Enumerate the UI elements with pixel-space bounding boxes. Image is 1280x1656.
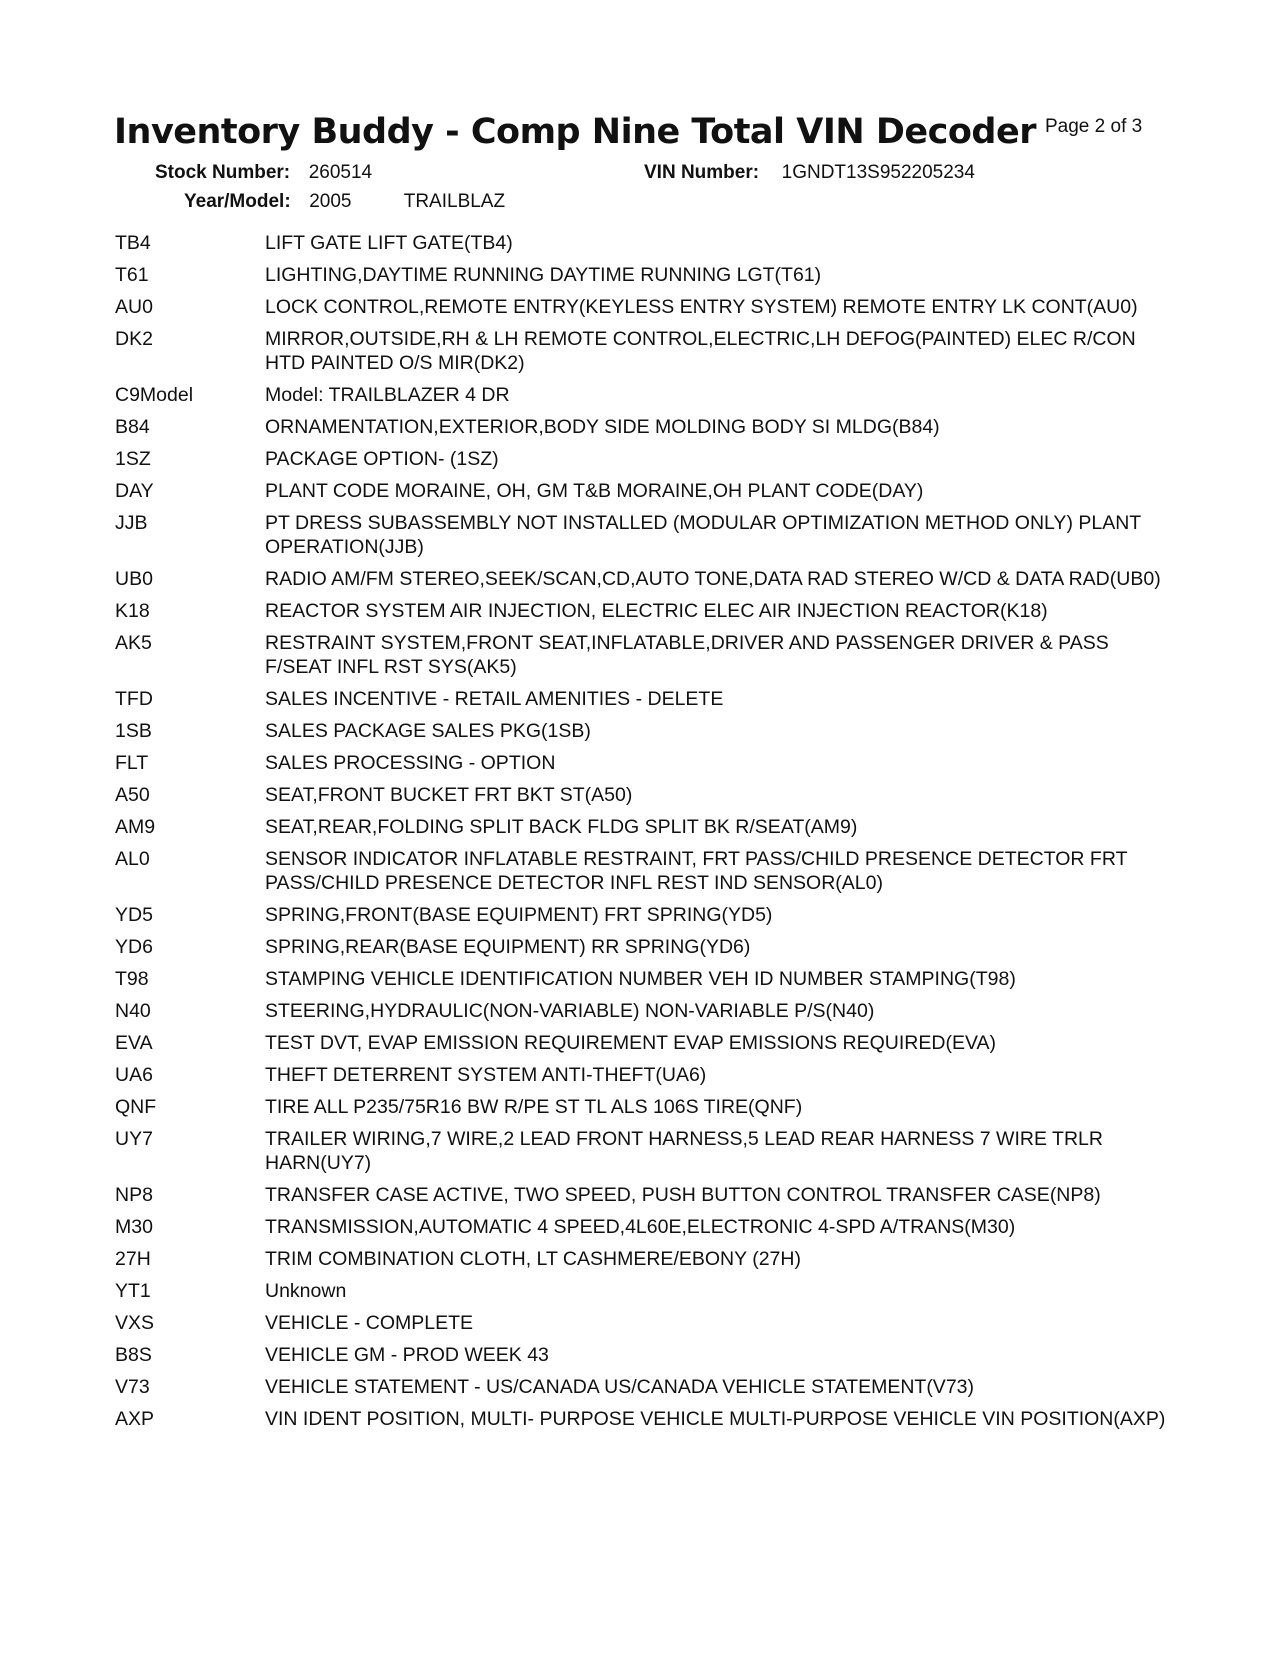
option-description: STAMPING VEHICLE IDENTIFICATION NUMBER VEH ID NUMBER STAMPING(T98) xyxy=(265,968,1016,990)
option-code: VXS xyxy=(115,1312,155,1334)
option-row xyxy=(115,783,1175,807)
option-row xyxy=(115,231,1175,255)
option-description: VIN IDENT POSITION, MULTI- PURPOSE VEHICLE MULTI-PURPOSE VEHICLE VIN POSITION(AXP) xyxy=(265,1408,1166,1430)
option-description: RESTRAINT SYSTEM,FRONT SEAT,INFLATABLE,DRIVER AND PASSENGER DRIVER & PASS F/SEAT INFL RST SYS(AK5) xyxy=(265,632,1109,678)
option-description: SEAT,REAR,FOLDING SPLIT BACK FLDG SPLIT BK R/SEAT(AM9) xyxy=(265,816,858,838)
vin-number-line xyxy=(644,162,975,184)
option-code: B84 xyxy=(115,416,150,438)
option-description: VEHICLE - COMPLETE xyxy=(265,1312,474,1334)
year-model-label: Year/Model: xyxy=(184,191,291,212)
option-code: JJB xyxy=(115,512,148,534)
option-code: NP8 xyxy=(115,1184,153,1206)
option-description: LOCK CONTROL,REMOTE ENTRY(KEYLESS ENTRY SYSTEM) REMOTE ENTRY LK CONT(AU0) xyxy=(265,296,1138,318)
option-row xyxy=(115,327,1175,375)
option-code: M30 xyxy=(115,1216,153,1238)
option-row xyxy=(115,415,1175,439)
option-row xyxy=(115,967,1175,991)
option-row xyxy=(115,383,1175,407)
option-code: DAY xyxy=(115,480,154,502)
option-row xyxy=(115,1183,1175,1207)
option-description: VEHICLE GM - PROD WEEK 43 xyxy=(265,1344,549,1366)
option-code-list xyxy=(115,231,1175,1439)
year-value: 2005 xyxy=(309,191,352,212)
option-row xyxy=(115,295,1175,319)
year-model-line xyxy=(184,191,505,213)
option-description: TRAILER WIRING,7 WIRE,2 LEAD FRONT HARNESS,5 LEAD REAR HARNESS 7 WIRE TRLR HARN(UY7) xyxy=(265,1128,1103,1174)
option-row xyxy=(115,1343,1175,1367)
page-number: Page 2 of 3 xyxy=(1045,116,1143,137)
option-row xyxy=(115,447,1175,471)
option-row xyxy=(115,1095,1175,1119)
option-code: TFD xyxy=(115,688,153,710)
option-code: K18 xyxy=(115,600,150,622)
option-code: 1SB xyxy=(115,720,152,742)
option-description: SALES INCENTIVE - RETAIL AMENITIES - DELETE xyxy=(265,688,724,710)
stock-number-label: Stock Number: xyxy=(155,162,291,183)
option-row xyxy=(115,479,1175,503)
stock-number-line xyxy=(155,162,372,184)
option-description: ORNAMENTATION,EXTERIOR,BODY SIDE MOLDING BODY SI MLDG(B84) xyxy=(265,416,940,438)
stock-number-value: 260514 xyxy=(308,162,373,183)
option-code: EVA xyxy=(115,1032,153,1054)
option-description: SALES PACKAGE SALES PKG(1SB) xyxy=(265,720,591,742)
option-description: PT DRESS SUBASSEMBLY NOT INSTALLED (MODULAR OPTIMIZATION METHOD ONLY) PLANT OPERATION(JJB) xyxy=(265,512,1141,558)
option-code: UA6 xyxy=(115,1064,153,1086)
option-description: SPRING,REAR(BASE EQUIPMENT) RR SPRING(YD6) xyxy=(265,936,751,958)
option-description: SPRING,FRONT(BASE EQUIPMENT) FRT SPRING(YD5) xyxy=(265,904,773,926)
option-description: SENSOR INDICATOR INFLATABLE RESTRAINT, FRT PASS/CHILD PRESENCE DETECTOR FRT PASS/CHILD PRESENCE DETECTOR INFL REST IND SENSOR(AL0) xyxy=(265,848,1128,894)
option-description: TIRE ALL P235/75R16 BW R/PE ST TL ALS 106S TIRE(QNF) xyxy=(265,1096,803,1118)
option-row xyxy=(115,1311,1175,1335)
option-description: SEAT,FRONT BUCKET FRT BKT ST(A50) xyxy=(265,784,633,806)
option-row xyxy=(115,1375,1175,1399)
option-description: TRANSFER CASE ACTIVE, TWO SPEED, PUSH BUTTON CONTROL TRANSFER CASE(NP8) xyxy=(265,1184,1101,1206)
option-code: B8S xyxy=(115,1344,152,1366)
vin-number-label: VIN Number: xyxy=(644,162,760,183)
option-code: T61 xyxy=(115,264,149,286)
option-code: YD5 xyxy=(115,904,153,926)
option-code: T98 xyxy=(115,968,149,990)
option-code: AK5 xyxy=(115,632,152,654)
option-row xyxy=(115,999,1175,1023)
option-code: QNF xyxy=(115,1096,157,1118)
option-code: UY7 xyxy=(115,1128,153,1150)
option-row xyxy=(115,847,1175,895)
option-row xyxy=(115,631,1175,679)
option-code: AL0 xyxy=(115,848,150,870)
option-description: SALES PROCESSING - OPTION xyxy=(265,752,556,774)
option-code: UB0 xyxy=(115,568,153,590)
option-description: Model: TRAILBLAZER 4 DR xyxy=(265,384,510,406)
option-code: A50 xyxy=(115,784,150,806)
option-code: AXP xyxy=(115,1408,155,1430)
option-row xyxy=(115,719,1175,743)
option-row xyxy=(115,815,1175,839)
option-description: TRIM COMBINATION CLOTH, LT CASHMERE/EBONY (27H) xyxy=(265,1248,801,1270)
option-code: YT1 xyxy=(115,1280,151,1302)
option-row xyxy=(115,903,1175,927)
option-description: TEST DVT, EVAP EMISSION REQUIREMENT EVAP EMISSIONS REQUIRED(EVA) xyxy=(265,1032,997,1054)
option-description: MIRROR,OUTSIDE,RH & LH REMOTE CONTROL,ELECTRIC,LH DEFOG(PAINTED) ELEC R/CON HTD PAINTED O/S MIR(DK2) xyxy=(265,328,1136,374)
vin-number-value: 1GNDT13S952205234 xyxy=(781,162,975,183)
option-row xyxy=(115,263,1175,287)
option-description: LIFT GATE LIFT GATE(TB4) xyxy=(265,232,513,254)
option-description: Unknown xyxy=(265,1280,347,1302)
option-row xyxy=(115,1215,1175,1239)
option-row xyxy=(115,1063,1175,1087)
option-row xyxy=(115,567,1175,591)
option-row xyxy=(115,1407,1175,1431)
option-row xyxy=(115,511,1175,559)
option-description: LIGHTING,DAYTIME RUNNING DAYTIME RUNNING LGT(T61) xyxy=(265,264,822,286)
option-row xyxy=(115,1279,1175,1303)
option-code: AM9 xyxy=(115,816,156,838)
option-description: VEHICLE STATEMENT - US/CANADA US/CANADA VEHICLE STATEMENT(V73) xyxy=(265,1376,974,1398)
option-code: V73 xyxy=(115,1376,150,1398)
model-value: TRAILBLAZ xyxy=(403,191,506,212)
option-description: PACKAGE OPTION- (1SZ) xyxy=(265,448,499,470)
option-code: AU0 xyxy=(115,296,153,318)
option-code: YD6 xyxy=(115,936,153,958)
option-row xyxy=(115,935,1175,959)
option-row xyxy=(115,687,1175,711)
option-row xyxy=(115,751,1175,775)
option-description: PLANT CODE MORAINE, OH, GM T&B MORAINE,OH PLANT CODE(DAY) xyxy=(265,480,924,502)
option-code: TB4 xyxy=(115,232,151,254)
option-row xyxy=(115,1031,1175,1055)
option-code: N40 xyxy=(115,1000,151,1022)
option-code: C9Model xyxy=(115,384,194,406)
option-row xyxy=(115,1247,1175,1271)
option-description: THEFT DETERRENT SYSTEM ANTI-THEFT(UA6) xyxy=(265,1064,707,1086)
option-code: 27H xyxy=(115,1248,151,1270)
option-description: TRANSMISSION,AUTOMATIC 4 SPEED,4L60E,ELECTRONIC 4-SPD A/TRANS(M30) xyxy=(265,1216,1016,1238)
option-row xyxy=(115,1127,1175,1175)
option-code: DK2 xyxy=(115,328,153,350)
option-code: FLT xyxy=(115,752,149,774)
option-description: RADIO AM/FM STEREO,SEEK/SCAN,CD,AUTO TONE,DATA RAD STEREO W/CD & DATA RAD(UB0) xyxy=(265,568,1161,590)
option-row xyxy=(115,599,1175,623)
page-title: Inventory Buddy - Comp Nine Total VIN Decoder xyxy=(114,112,1036,152)
option-code: 1SZ xyxy=(115,448,151,470)
option-description: STEERING,HYDRAULIC(NON-VARIABLE) NON-VARIABLE P/S(N40) xyxy=(265,1000,875,1022)
option-description: REACTOR SYSTEM AIR INJECTION, ELECTRIC ELEC AIR INJECTION REACTOR(K18) xyxy=(265,600,1048,622)
